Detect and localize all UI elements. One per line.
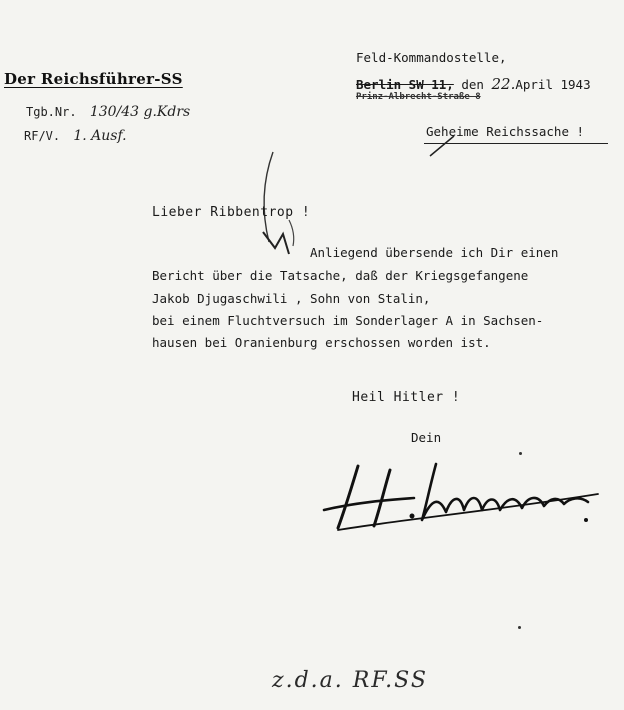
- struck-address: Prinz-Albrecht-Straße 8: [356, 92, 481, 102]
- date-day: 22.: [491, 75, 516, 93]
- salutation: Lieber Ribbentrop !: [152, 205, 311, 220]
- check-mark: [428, 132, 456, 160]
- letter-line: Anliegend übersende ich Dir einen: [310, 245, 559, 260]
- letter-line: Jakob Djugaschwili , Sohn von Stalin,: [152, 291, 431, 306]
- closing: Heil Hitler !: [352, 390, 461, 405]
- date-line: [356, 75, 591, 93]
- ink-dot: [519, 452, 522, 455]
- rfv-value: 1. Ausf.: [73, 128, 127, 144]
- field-office: Feld-Kommandostelle,: [356, 50, 507, 65]
- date-month-year: April 1943: [515, 77, 591, 92]
- classification-label: Geheime Reichssache !: [426, 124, 585, 139]
- closing-dein: Dein: [411, 430, 442, 445]
- copy-reference: [24, 128, 127, 144]
- letter-line: hausen bei Oranienburg erschossen worden ist.: [152, 335, 491, 350]
- rfv-label: RF/V.: [24, 129, 61, 143]
- footer-handwritten-note: z.d.a. RF.SS: [272, 668, 428, 693]
- tgb-value: 130/43 g.Kdrs: [89, 104, 191, 120]
- journal-number: [26, 104, 190, 120]
- letterhead-stamp: Der Reichsführer-SS: [4, 70, 183, 88]
- date-den: den: [461, 77, 484, 92]
- ink-dot: [518, 626, 521, 629]
- tgb-label: Tgb.Nr.: [26, 105, 77, 119]
- letter-line: Bericht über die Tatsache, daß der Kriegsgefangene: [152, 268, 529, 283]
- struck-location: Berlin SW 11,: [356, 77, 454, 92]
- handwritten-signature: [318, 450, 608, 540]
- letter-line: bei einem Fluchtversuch im Sonderlager A in Sachsen-: [152, 313, 544, 328]
